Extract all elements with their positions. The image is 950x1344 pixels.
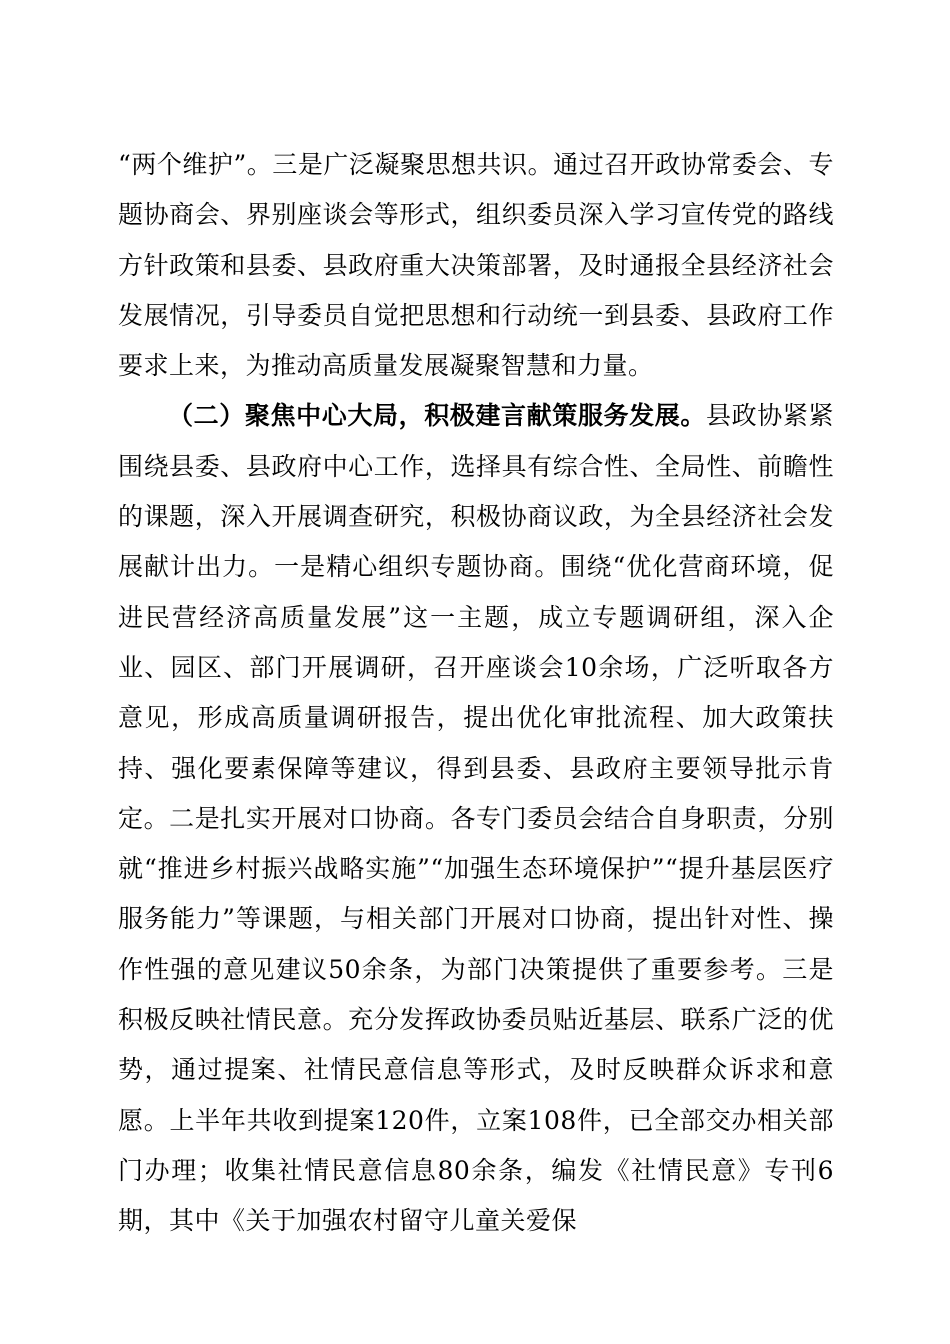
document-body	[118, 140, 834, 1247]
paragraph-1: “两个维护”。三是广泛凝聚思想共识。通过召开政协常委会、专题协商会、界别座谈会等形式，组织委员深入学习宣传党的路线方针政策和县委、县政府重大决策部署，及时通报全县经济社会发展情况，引导委员自觉把思想和行动统一到县委、县政府工作要求上来，为推动高质量发展凝聚智慧和力量。	[118, 150, 834, 381]
section-heading: （二）聚焦中心大局，积极建言献策服务发展。	[168, 401, 706, 431]
paragraph-2	[118, 391, 834, 1246]
paragraph-2-body: 县政协紧紧围绕县委、县政府中心工作，选择具有综合性、全局性、前瞻性的课题，深入开展调查研究，积极协商议政，为全县经济社会发展献计出力。一是精心组织专题协商。围绕“优化营商环境，促进民营经济高质量发展”这一主题，成立专题调研组，深入企业、园区、部门开展调研，召开座谈会10余场，广泛听取各方意见，形成高质量调研报告，提出优化审批流程、加大政策扶持、强化要素保障等建议，得到县委、县政府主要领导批示肯定。二是扎实开展对口协商。各专门委员会结合自身职责，分别就“推进乡村振兴战略实施”“加强生态环境保护”“提升基层医疗服务能力”等课题，与相关部门开展对口协商，提出针对性、操作性强的意见建议50余条，为部门决策提供了重要参考。三是积极反映社情民意。充分发挥政协委员贴近基层、联系广泛的优势，通过提案、社情民意信息等形式，及时反映群众诉求和意愿。上半年共收到提案120件，立案108件，已全部交办相关部门办理；收集社情民意信息80余条，编发《社情民意》专刊6期，其中《关于加强农村留守儿童关爱保	[118, 401, 834, 1236]
